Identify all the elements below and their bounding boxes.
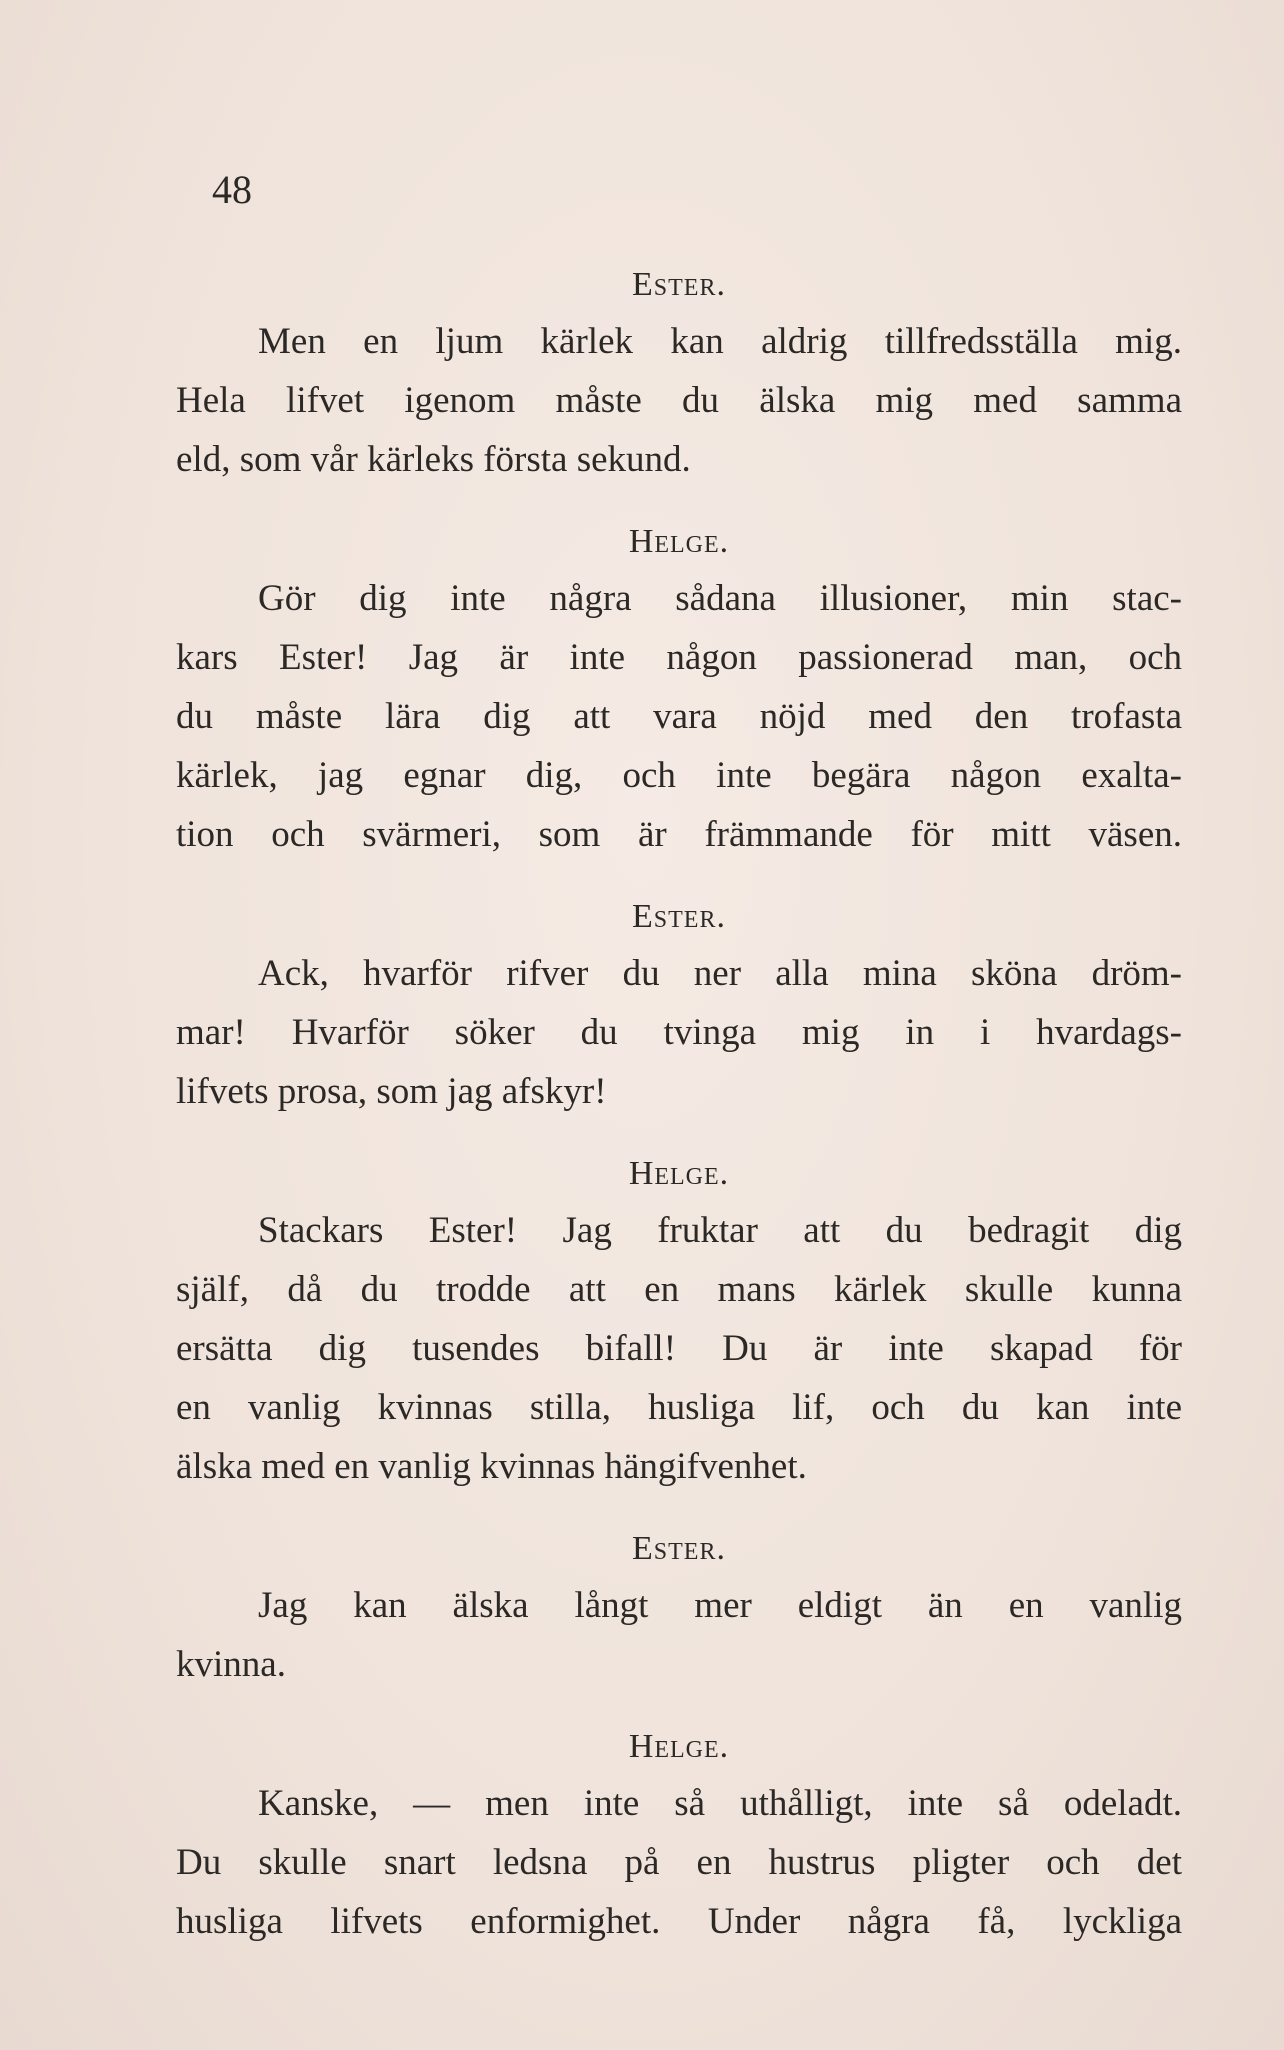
speaker-name: Helge. — [628, 1155, 730, 1192]
text-line: mar! Hvarför söker du tvinga mig in i hvardags- — [176, 1012, 1182, 1053]
text-line: Gör dig inte några sådana illusioner, min stac- — [258, 578, 1182, 619]
text-line: en vanlig kvinnas stilla, husliga lif, och du kan inte — [176, 1387, 1182, 1428]
page-number: 48 — [212, 167, 252, 212]
text-line: Stackars Ester! Jag fruktar att du bedragit dig — [258, 1210, 1182, 1251]
text-line: själf, då du trodde att en mans kärlek skulle kunna — [176, 1269, 1182, 1310]
text-line: husliga lifvets enformighet. Under några få, lyckliga — [176, 1901, 1182, 1942]
text-line: kars Ester! Jag är inte någon passionerad man, och — [176, 637, 1182, 678]
text-line: du måste lära dig att vara nöjd med den trofasta — [176, 696, 1182, 737]
dialogue-text — [176, 258, 1182, 1951]
text-line: eld, som vår kärleks första sekund. — [176, 439, 691, 480]
text-line: kärlek, jag egnar dig, och inte begära någon exalta- — [176, 755, 1182, 796]
text-line: kvinna. — [176, 1644, 286, 1685]
text-line: Ack, hvarför rifver du ner alla mina sköna dröm- — [258, 953, 1182, 994]
text-line: Men en ljum kärlek kan aldrig tillfredsställa mig. — [258, 321, 1182, 362]
speaker-name: Helge. — [628, 523, 730, 560]
text-line: älska med en vanlig kvinnas hängifvenhet. — [176, 1446, 807, 1487]
speaker-name: Helge. — [628, 1728, 730, 1765]
speaker-name: Ester. — [632, 266, 726, 303]
text-line: Kanske, — men inte så uthålligt, inte så odeladt. — [258, 1783, 1182, 1824]
speaker-name: Ester. — [632, 1530, 726, 1567]
text-line: Jag kan älska långt mer eldigt än en vanlig — [258, 1585, 1182, 1626]
text-line: Du skulle snart ledsna på en hustrus pligter och det — [176, 1842, 1182, 1883]
text-line: tion och svärmeri, som är främmande för mitt väsen. — [176, 814, 1182, 855]
text-line: Hela lifvet igenom måste du älska mig med samma — [176, 380, 1182, 421]
text-line: ersätta dig tusendes bifall! Du är inte skapad för — [176, 1328, 1182, 1369]
speaker-name: Ester. — [632, 898, 726, 935]
text-line: lifvets prosa, som jag afskyr! — [176, 1071, 607, 1112]
